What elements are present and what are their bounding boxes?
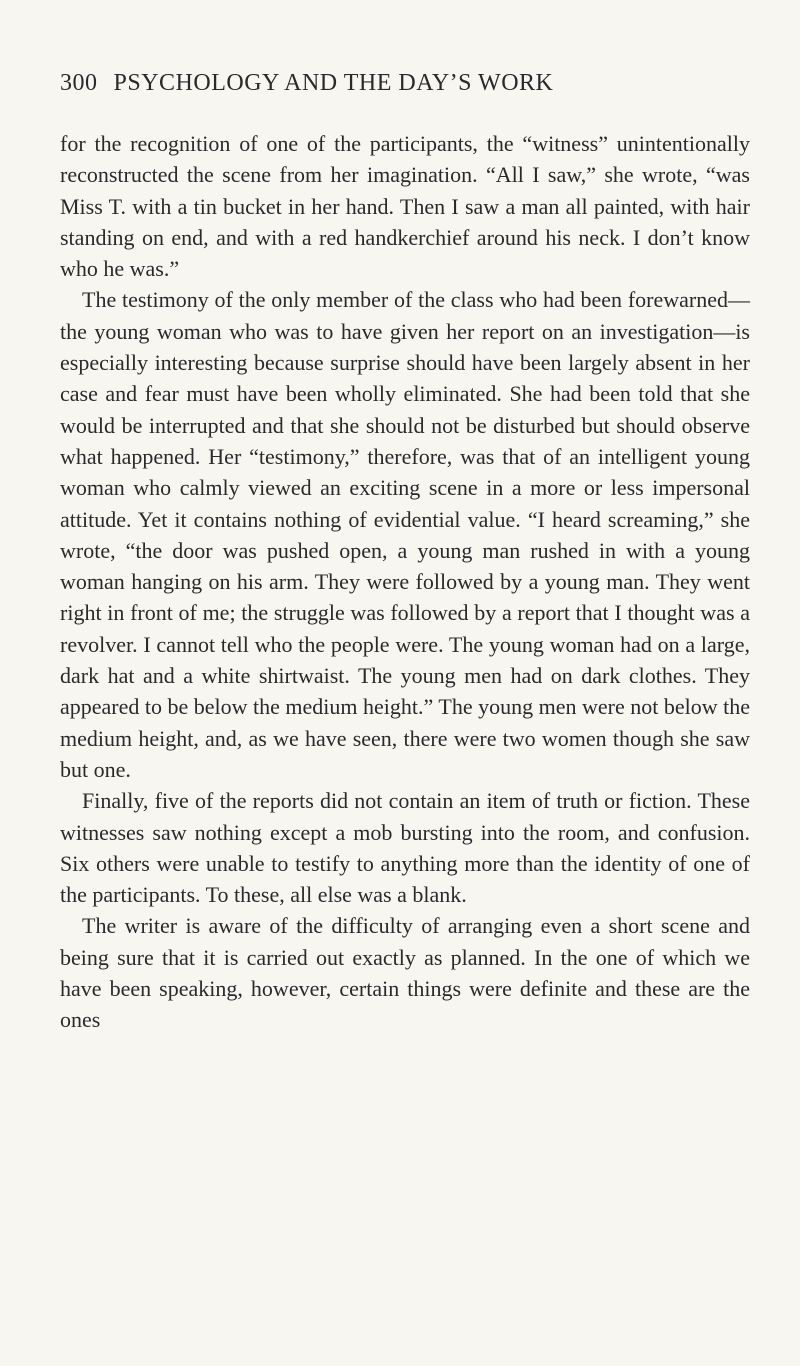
- paragraph-3: Finally, five of the reports did not contain an item of truth or fiction. These witnesses saw nothing except a mob bursting into the room, and confusion. Six others were unable to testify to anything more than the identity of one of the participants. To these, all else was a blank.: [60, 788, 750, 908]
- paragraph-4: The writer is aware of the difficulty of arranging even a short scene and being sure that it is carried out exactly as planned. In the one of which we have been speaking, however, certain things were definite and these are the ones: [60, 913, 750, 1033]
- page-number: 300: [60, 70, 98, 96]
- book-title: PSYCHOLOGY AND THE DAY’S WORK: [113, 70, 554, 96]
- body-text: [60, 128, 750, 1036]
- running-head: [60, 70, 750, 114]
- paragraph-1: for the recognition of one of the participants, the “witness” unintentionally reconstructed the scene from her imagination. “All I saw,” she wrote, “was Miss T. with a tin bucket in her hand. Then I saw a man all painted, with hair standing on end, and with a red handkerchief around his neck. I don’t know who he was.”: [60, 131, 750, 282]
- paragraph-2: The testimony of the only member of the class who had been forewarned—the young woman who was to have given her report on an investigation—is especially interesting because surprise should have been largely absent in her case and fear must have been wholly eliminated. She had been told that she would be interrupted and that she should not be disturbed but should observe what happened. Her “testimony,” therefore, was that of an intelligent young woman who calmly viewed an exciting scene in a more or less impersonal attitude. Yet it contains nothing of evidential value. “I heard screaming,” she wrote, “the door was pushed open, a young man rushed in with a young woman hanging on his arm. They were followed by a young man. They went right in front of me; the struggle was followed by a report that I thought was a revolver. I cannot tell who the people were. The young woman had on a large, dark hat and a white shirtwaist. The young men had on dark clothes. They appeared to be below the medium height.” The young men were not below the medium height, and, as we have seen, there were two women though she saw but one.: [60, 287, 750, 782]
- book-page: [60, 70, 750, 1036]
